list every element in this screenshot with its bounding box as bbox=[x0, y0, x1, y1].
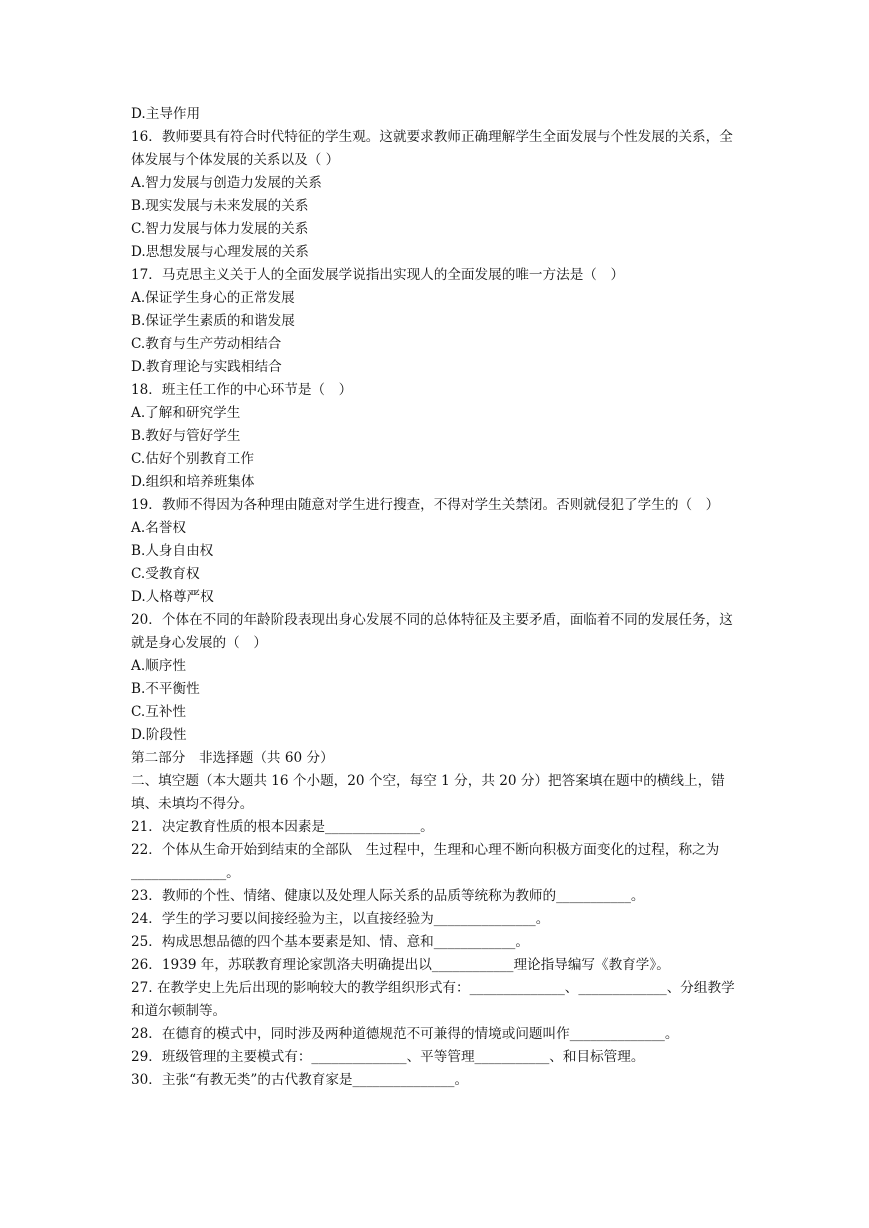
question-17-option-b: B.保证学生素质的和谐发展 bbox=[131, 313, 295, 329]
question-18-option-c: C.估好个别教育工作 bbox=[131, 451, 254, 467]
question-16-option-d: D.思想发展与心理发展的关系 bbox=[131, 244, 309, 260]
question-28: 28．在德育的模式中，同时涉及两种道德规范不可兼得的情境或问题叫作______________。 bbox=[131, 1026, 679, 1042]
question-23: 23．教师的个性、情绪、健康以及处理人际关系的品质等统称为教师的___________。 bbox=[131, 888, 645, 904]
question-30: 30．主张“有教无类”的古代教育家是_______________。 bbox=[131, 1072, 469, 1088]
question-16-option-a: A.智力发展与创造力发展的关系 bbox=[131, 175, 322, 191]
question-21: 21．决定教育性质的根本因素是______________。 bbox=[131, 819, 434, 835]
question-29: 29．班级管理的主要模式有：______________、平等管理___________、和目标管理。 bbox=[131, 1049, 645, 1065]
fill-blank-section-heading: 二、填空题（本大题共 16 个小题，20 个空，每空 1 分，共 20 分）把答案填在题中的横线上，错填、未填均不得分。 bbox=[131, 773, 725, 812]
question-24: 24．学生的学习要以间接经验为主，以直接经验为_______________。 bbox=[131, 911, 550, 927]
question-18-text: 18．班主任工作的中心环节是（ ） bbox=[131, 382, 353, 398]
question-16-option-c: C.智力发展与体力发展的关系 bbox=[131, 221, 309, 237]
question-25: 25．构成思想品德的四个基本要素是知、情、意和____________。 bbox=[131, 934, 529, 950]
question-19-option-c: C.受教育权 bbox=[131, 566, 200, 582]
question-22: 22．个体从生命开始到结束的全部队 生过程中，生理和心理不断向积极方面变化的过程，称之为______________。 bbox=[131, 842, 720, 881]
question-20 bbox=[131, 609, 741, 747]
question-26: 26．1939 年，苏联教育理论家凯洛夫明确提出以____________理论指导编写《教育学》。 bbox=[131, 957, 670, 973]
question-18-option-d: D.组织和培养班集体 bbox=[131, 474, 255, 490]
question-20-option-a: A.顺序性 bbox=[131, 658, 186, 674]
question-17-option-a: A.保证学生身心的正常发展 bbox=[131, 290, 295, 306]
question-17-option-c: C.教育与生产劳动相结合 bbox=[131, 336, 282, 352]
question-19-text: 19．教师不得因为各种理由随意对学生进行搜查，不得对学生关禁闭。否则就侵犯了学生的（ ） bbox=[131, 497, 720, 513]
question-18-option-a: A.了解和研究学生 bbox=[131, 405, 241, 421]
question-20-text: 20．个体在不同的年龄阶段表现出身心发展不同的总体特征及主要矛盾，面临着不同的发展任务，这就是身心发展的（ ） bbox=[131, 612, 733, 651]
part-two-heading: 第二部分 非选择题（共 60 分） bbox=[131, 750, 334, 766]
question-27: 27. 在教学史上先后出现的影响较大的教学组织形式有：______________、_____________、分组教学和道尔顿制等。 bbox=[131, 980, 735, 1019]
question-16 bbox=[131, 126, 741, 264]
question-20-option-b: B.不平衡性 bbox=[131, 681, 200, 697]
question-20-option-d: D.阶段性 bbox=[131, 727, 187, 743]
question-19-option-a: A.名誉权 bbox=[131, 520, 186, 536]
question-19-option-d: D.人格尊严权 bbox=[131, 589, 214, 605]
question-18 bbox=[131, 379, 741, 494]
question-16-option-b: B.现实发展与未来发展的关系 bbox=[131, 198, 309, 214]
option-d-prev: D.主导作用 bbox=[131, 106, 201, 122]
question-20-option-c: C.互补性 bbox=[131, 704, 187, 720]
question-17-text: 17．马克思主义关于人的全面发展学说指出实现人的全面发展的唯一方法是（ ） bbox=[131, 267, 625, 283]
question-16-text: 16．教师要具有符合时代特征的学生观。这就要求教师正确理解学生全面发展与个性发展的关系，全体发展与个体发展的关系以及（ ） bbox=[131, 129, 733, 168]
question-17 bbox=[131, 264, 741, 379]
document-page bbox=[131, 103, 741, 1092]
question-19 bbox=[131, 494, 741, 609]
question-17-option-d: D.教育理论与实践相结合 bbox=[131, 359, 282, 375]
question-18-option-b: B.教好与管好学生 bbox=[131, 428, 241, 444]
question-19-option-b: B.人身自由权 bbox=[131, 543, 214, 559]
